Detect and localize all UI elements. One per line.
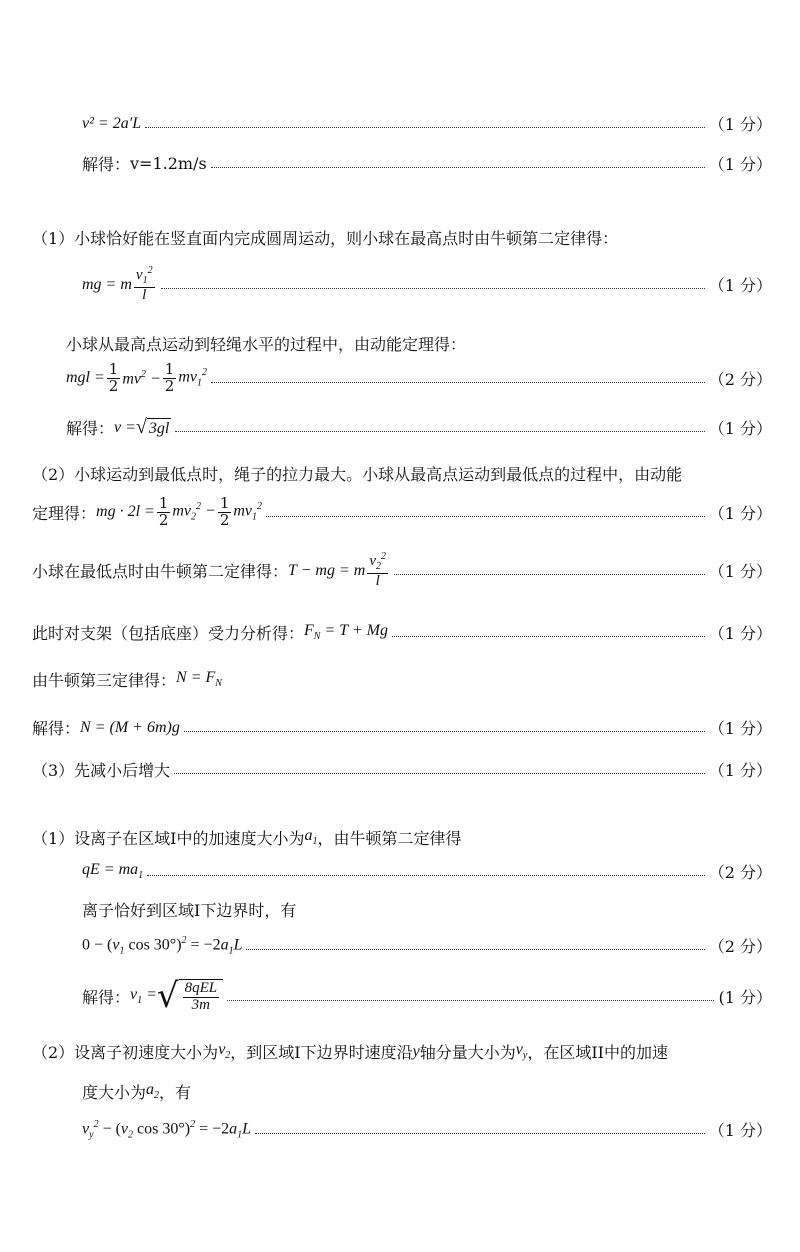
formula: mgl =: [66, 369, 105, 387]
formula: mg = m: [82, 275, 132, 293]
formula: v =: [114, 418, 136, 436]
score: （1 分）: [708, 276, 772, 296]
solve-N: [32, 716, 772, 739]
formula: $mv^2$ −: [122, 368, 161, 387]
sqrt: √ $\frac{\text{8qEL}}{3m}$: [157, 976, 223, 1016]
formula: $0 - (v_1$ $\cos 30^\circ)^2 = -2a_1L$: [82, 934, 243, 957]
text: （3）先减小后增大: [32, 761, 171, 780]
symbol-a2: $a_2$: [146, 1081, 160, 1102]
formula: $mv_1^2$: [233, 501, 263, 523]
dot-leader: [211, 167, 705, 168]
solve-v1: [82, 976, 772, 1016]
formula: mg · 2l =: [96, 503, 155, 521]
dot-leader: [145, 127, 705, 128]
q17-boundary-intro: [82, 898, 296, 921]
dot-leader: [147, 875, 705, 876]
text: 离子恰好到区域I下边界时，有: [82, 901, 297, 920]
score: （1 分）: [708, 624, 772, 643]
q17-part1-intro: [32, 826, 462, 849]
eq-energy-horizontal: [66, 362, 772, 395]
eq-energy-bottom: [32, 496, 772, 529]
text: （1）小球恰好能在竖直面内完成圆周运动，则小球在最高点时由牛顿第二定律得：: [32, 229, 619, 248]
eq-boundary-1: [82, 934, 772, 957]
q16-part1-intro: [32, 226, 618, 249]
formula: v=1.2m/s: [130, 154, 207, 173]
score: （1 分）: [708, 761, 772, 780]
text: 度大小为: [82, 1083, 147, 1102]
formula: $F_N = T + Mg$: [304, 622, 388, 643]
text: ，到区域I下边界时速度沿: [230, 1043, 413, 1062]
dot-leader: [175, 431, 704, 432]
eq-boundary-2: [82, 1118, 772, 1141]
score: （1 分）: [708, 115, 772, 134]
dot-leader: [227, 1000, 714, 1001]
label: 解得：: [32, 719, 81, 738]
score: （1 分）: [708, 719, 772, 738]
fraction: $\frac{v_1^2}{l}$: [135, 265, 153, 303]
label: 由牛顿第三定律得：: [32, 671, 177, 690]
fraction: $\frac{1}{2}$: [158, 494, 169, 529]
formula: $N = F_N$: [176, 669, 222, 690]
label: 解得：: [82, 155, 131, 174]
score: （1 分）: [708, 419, 772, 438]
label: 解得：: [82, 987, 131, 1007]
formula: $mv_2^2$ −: [172, 501, 216, 523]
formula: N = (M + 6m)g: [80, 718, 180, 736]
dot-leader: [394, 574, 705, 575]
text: 小球从最高点运动到轻绳水平的过程中，由动能定理得：: [66, 335, 467, 354]
dot-leader: [211, 382, 705, 383]
dot-leader: [255, 1133, 705, 1134]
symbol-vy: $v_y$: [515, 1041, 528, 1062]
dot-leader: [174, 773, 705, 774]
formula: $v_y^2 - (v_2$ $\cos 30^\circ)^2 = -2a_1L$: [82, 1118, 252, 1141]
score: （2 分）: [708, 369, 772, 389]
q16-energy-intro: [66, 332, 466, 355]
label: 小球在最低点时由牛顿第二定律得：: [32, 562, 289, 582]
q17-part2-intro-cont: [82, 1080, 191, 1103]
eq-newton-top: [82, 266, 772, 303]
text: 轴分量大小为: [419, 1043, 516, 1062]
q16-part3: [32, 758, 772, 781]
eq-third-law: [32, 668, 222, 691]
eq-support-force: [32, 621, 772, 644]
fraction: $\frac{1}{2}$: [164, 360, 175, 395]
sqrt: √ 3gl: [135, 416, 170, 438]
eq-v-squared: [82, 112, 772, 135]
label: 解得：: [66, 419, 115, 438]
text: ，在区域II中的加速: [527, 1043, 668, 1062]
formula: qE = $ma_1$: [82, 861, 144, 882]
text: （1）设离子在区域I中的加速度大小为: [32, 829, 305, 848]
symbol-a1: $a_1$: [304, 827, 318, 848]
text: （2）设离子初速度大小为: [32, 1043, 219, 1062]
score: （1 分）: [708, 562, 772, 582]
dot-leader: [184, 731, 705, 732]
dot-leader: [392, 636, 705, 637]
score: （1 分）: [708, 1121, 772, 1140]
text: ，由牛顿第二定律得: [317, 829, 462, 848]
formula: v² = 2a′L: [82, 114, 142, 132]
label: 定理得：: [32, 503, 97, 523]
dot-leader: [266, 516, 705, 517]
text: （2）小球运动到最低点时，绳子的拉力最大。小球从最高点运动到最低点的过程中，由动能: [32, 465, 683, 484]
fraction: $\frac{1}{2}$: [219, 494, 230, 529]
dot-leader: [246, 949, 704, 950]
formula: $mv_1^2$: [178, 367, 207, 389]
fraction: $\frac{1}{2}$: [108, 360, 119, 395]
score: （2 分）: [708, 863, 772, 882]
score: （1 分）: [708, 155, 772, 174]
symbol-v2: $v_2$: [218, 1041, 231, 1062]
formula: T − mg = m: [288, 561, 366, 579]
text: ，有: [159, 1083, 192, 1102]
eq-qE: [82, 860, 772, 883]
solve-v-sqrt: [66, 416, 772, 439]
dot-leader: [161, 288, 705, 289]
eq-newton-bottom: [32, 552, 772, 589]
score: (1 分）: [718, 987, 772, 1007]
fraction: $\frac{v_2^2}{l}$: [369, 551, 386, 589]
score: （2 分）: [708, 937, 772, 956]
formula: $v_1$ =: [130, 985, 157, 1007]
symbol-y: y: [412, 1042, 420, 1060]
label: 此时对支架（包括底座）受力分析得：: [32, 624, 305, 643]
solve-v: [82, 152, 772, 175]
score: （1 分）: [708, 503, 772, 523]
q17-part2-intro: [32, 1040, 668, 1063]
q16-part2-intro: [32, 462, 682, 485]
